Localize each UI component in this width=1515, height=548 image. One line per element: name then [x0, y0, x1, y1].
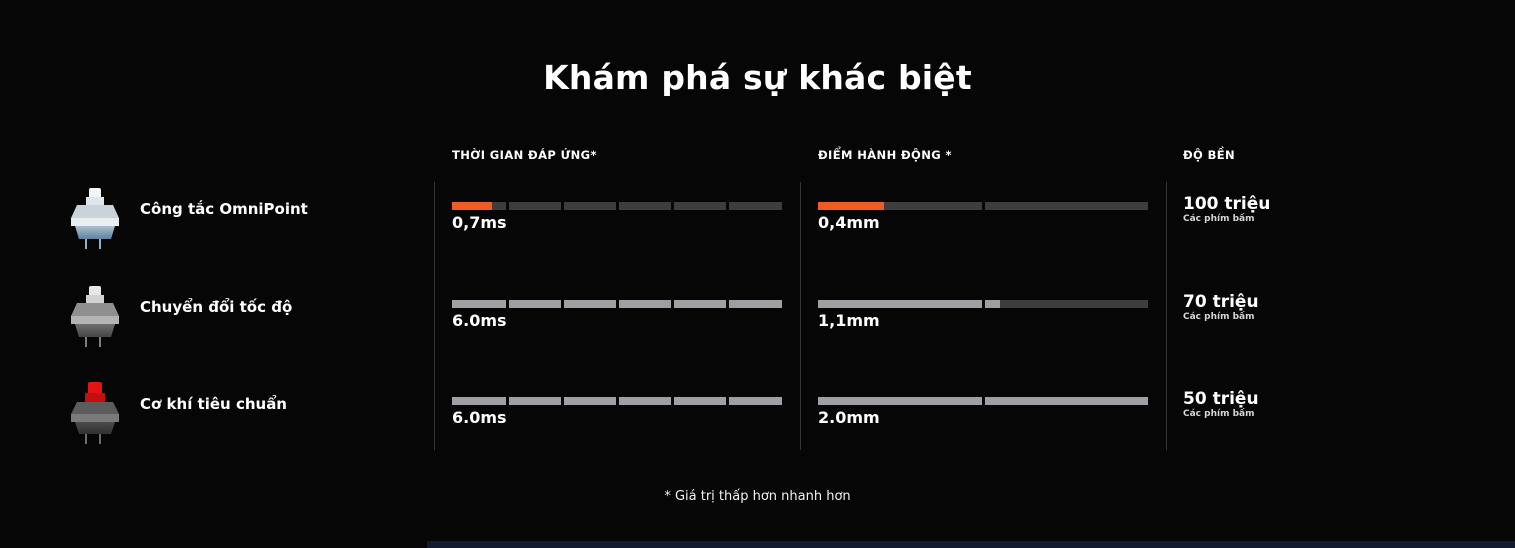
switch-label: Công tắc OmniPoint — [140, 200, 308, 218]
segment-gap — [506, 202, 509, 210]
segment-gap — [671, 397, 674, 405]
durability-subtitle: Các phím bấm — [1183, 214, 1255, 224]
column-header-actuation-point: ĐIỂM HÀNH ĐỘNG * — [818, 148, 952, 162]
segment-gap — [561, 202, 564, 210]
durability-value: 50 triệu — [1183, 389, 1259, 409]
actuation-point-bar — [818, 397, 1148, 405]
durability-cell — [1183, 194, 1270, 225]
bottom-strip — [427, 541, 1515, 548]
switch-label: Cơ khí tiêu chuẩn — [140, 395, 287, 413]
segment-gap — [726, 397, 729, 405]
column-header-durability: ĐỘ BỀN — [1183, 148, 1236, 162]
segment-gap — [726, 300, 729, 308]
speed-switch-icon — [64, 284, 126, 348]
actuation-point-value: 0,4mm — [818, 213, 880, 232]
segment-gap — [506, 300, 509, 308]
durability-cell — [1183, 292, 1259, 323]
actuation-point-bar — [818, 202, 1148, 210]
response-time-value: 6.0ms — [452, 408, 507, 427]
segment-gap — [561, 300, 564, 308]
footnote: * Giá trị thấp hơn nhanh hơn — [664, 489, 851, 504]
response-time-bar — [452, 397, 782, 405]
bar-fill — [452, 202, 492, 210]
table-row-standard-mechanical — [0, 380, 1515, 452]
durability-cell — [1183, 389, 1259, 420]
segment-gap — [671, 300, 674, 308]
durability-subtitle: Các phím bấm — [1183, 409, 1255, 419]
response-time-bar — [452, 300, 782, 308]
response-time-value: 6.0ms — [452, 311, 507, 330]
column-header-response-time: THỜI GIAN ĐÁP ỨNG* — [452, 148, 597, 162]
segment-gap — [616, 397, 619, 405]
segment-gap — [616, 202, 619, 210]
segment-gap — [982, 300, 985, 308]
segment-gap — [726, 202, 729, 210]
response-time-bar — [452, 202, 782, 210]
omnipoint-switch-icon — [64, 186, 126, 250]
actuation-point-value: 2.0mm — [818, 408, 880, 427]
bar-fill — [818, 300, 1000, 308]
table-row-speed-switch — [0, 283, 1515, 355]
switch-label: Chuyển đổi tốc độ — [140, 298, 293, 316]
segment-gap — [671, 202, 674, 210]
segment-gap — [506, 397, 509, 405]
segment-gap — [616, 300, 619, 308]
standard-mechanical-switch-icon — [64, 381, 126, 445]
bar-fill — [818, 202, 884, 210]
table-row-omnipoint — [0, 185, 1515, 257]
durability-value: 100 triệu — [1183, 194, 1271, 214]
segment-gap — [982, 397, 985, 405]
segment-gap — [982, 202, 985, 210]
page-title: Khám phá sự khác biệt — [543, 58, 972, 97]
actuation-point-value: 1,1mm — [818, 311, 880, 330]
response-time-value: 0,7ms — [452, 213, 507, 232]
durability-subtitle: Các phím bấm — [1183, 312, 1255, 322]
durability-value: 70 triệu — [1183, 292, 1259, 312]
actuation-point-bar — [818, 300, 1148, 308]
segment-gap — [561, 397, 564, 405]
